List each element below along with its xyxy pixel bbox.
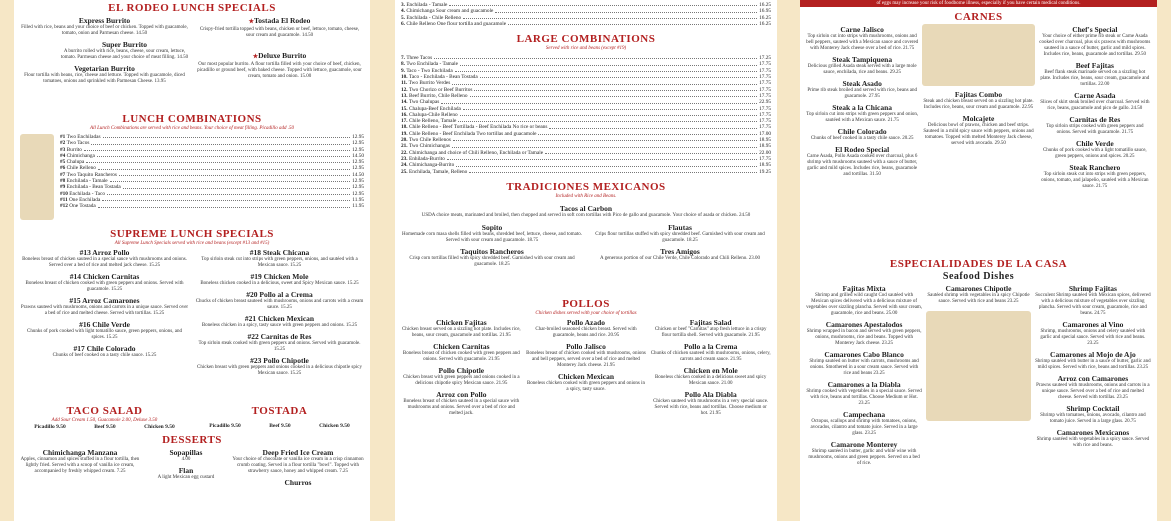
menu-item: #14 Chicken Carnitas Boneless breast of chicken cooked with green peppers and onions. Served with guacamole. 15.25 bbox=[25, 272, 184, 292]
menu-item: Camarones Mexicanos Shrimp sautéed with vegetables in a spicy sauce. Served with rice and beans. bbox=[1036, 428, 1150, 448]
menu-item: #16 Chile Verde Chunks of pork cooked with light tomatillo sauce, green peppers, onions, and spices. 15.25 bbox=[27, 320, 182, 340]
menu-item: Carne Asada Slices of skirt steak broiled over charcoal. Served with rice, beans, guacamole and pico de gallo. 24.50 bbox=[1040, 91, 1150, 111]
list-item: 12. Two Chorizo or Beef Burritos 17.75 bbox=[401, 86, 771, 93]
tradiciones-sub: Included with Rice and Beans. bbox=[555, 193, 617, 199]
pollos-col-1 bbox=[401, 317, 522, 420]
list-item: 18. Chile Relleno - Beef Tortillada - Beef Enchilada No rice or beans 17.75 bbox=[401, 124, 771, 131]
menu-item: Fajitas Combo Steak and chicken breast served on a sizzling hot plate. Includes rice, beans, sour cream and guacamole. 22.95 bbox=[923, 90, 1034, 110]
menu-item: Fajitas Mixta Shrimp and grilled wild caught Cod sautéed with Mexican spices delivered with a delicious mixture of vegetables over sizzling plancha. Served with sour cream, guacamole, rice and beans. 25.00 bbox=[806, 284, 923, 316]
menu-item: Camarone Monterey Shrimp sautéed in butter, garlic and white wine with mushrooms, onions and green peppers. Served on a bed of rice. bbox=[808, 440, 920, 466]
menu-item: Steak Ranchero Top sirloin steak cut into strips with green peppers, onions, tomato, and jalapeño, sautéed with a Mexican sauce. 21.75 bbox=[1041, 163, 1149, 189]
menu-item: Chicken Carnitas Boneless breast of chicken cooked with green peppers and onions. Served with guacamole. 21.95 bbox=[402, 341, 520, 362]
menu-item: Taquitos Rancheros Crisp corn tortillas filled with spicy shredded beef. Garnished with sour cream and guacamole. 18.25 bbox=[409, 246, 575, 267]
list-item: #4 Chimichanga 14.50 bbox=[60, 152, 364, 159]
list-item: 10. Taco - Enchilada - Bean Tostada 17.75 bbox=[401, 74, 771, 81]
seafood-subtitle: Seafood Dishes bbox=[942, 271, 1015, 282]
lunch-combinations-sub: All Lunch Combinations are served with rice and beans. Your choice of meat filling. Picadillo add .50 bbox=[90, 126, 294, 131]
menu-item: Beef Fajitas Beef flank steak marinade served on a sizzling hot plate. Includes rice, beans, sour cream, guacamole and tortillas. 22.00 bbox=[1040, 61, 1150, 87]
menu-item: Shrimp Cocktail Shrimp with tomatoes, onions, avocado, cilantro and tomato juice. Served in a large glass. 20.75 bbox=[1040, 404, 1146, 424]
menu-item: Pollo a la Crema Chunks of chicken sauteed with mushrooms, onions, celery, carrots and cream sauce. 21.95 bbox=[650, 341, 771, 362]
list-item: 13. Beef Burrito, Chile Relleno 17.75 bbox=[401, 92, 771, 99]
menu-item: ★Tostada El Rodeo Crispy-fried tortilla topped with beans, chicken or beef, lettuce, tomato, cheese, sour cream and guacamole. 14.50 bbox=[199, 16, 360, 38]
seafood-illustration-icon bbox=[926, 311, 1031, 421]
lunch-combinations-title: LUNCH COMBINATIONS bbox=[122, 113, 262, 125]
large-combinations-title: LARGE COMBINATIONS bbox=[516, 33, 656, 46]
pollos-title: POLLOS bbox=[562, 297, 610, 310]
taco-salad: TACO SALAD Add Sour Cream 1.50, Guacamole 2.00, Deluxe 3.50 Picadillo 9.50 Beef 9.50 Chicken 9.50 bbox=[34, 405, 175, 430]
list-item: #2 Two Tacos 12.95 bbox=[60, 140, 364, 147]
menu-item: Pollo Chipotle Chicken breast with green peppers and onions cooked in a delicious chipotle spicy Mexican sauce. 21.95 bbox=[403, 365, 520, 386]
cowboy-illustration-icon bbox=[20, 134, 54, 220]
menu-item: #19 Chicken Mole Boneless chicken cooked in a delicious, sweet and Spicy Mexican sauce. 15.25 bbox=[200, 272, 359, 286]
list-item: #9 Enchilada - Bean Tostada 12.95 bbox=[60, 184, 364, 191]
menu-item: Steak a la Chicana Top sirloin cut into strips with green peppers and onion, sautéed with a Mexican sauce. 21.75 bbox=[806, 103, 919, 123]
star-icon: ★ bbox=[252, 54, 259, 60]
menu-item: Deep Fried Ice Cream Your choice of chocolate or vanilla ice cream in a crisp cinnamon crumb coating. Served in a flour tortilla "bowl". Topped with strawberry sauce, honey and whipped cream. 7.25 bbox=[232, 448, 364, 474]
menu-item: Chicken Mexican Boneless chicken cooked with green peppers and onions in a spicy, tasty sauce. bbox=[526, 371, 645, 392]
menu-item: Steak Asado Prime rib steak broiled and served with rice, beans and guacamole. 27.95 bbox=[807, 79, 917, 99]
supreme-sub: All Supreme Lunch Specials served with rice and beans (except #13 and #15) bbox=[114, 241, 270, 246]
pollos-sub: Chicken dishes served with your choice of tortillas bbox=[535, 310, 637, 316]
advisory-bar: of eggs may increase your risk of foodborne illness, especially if you have certain medical conditions. bbox=[800, 0, 1157, 7]
menu-item: Chile Verde Chunks of pork cooked with a light tomatillo sauce, green peppers, onions and spices. 20.25 bbox=[1042, 139, 1147, 159]
combination-list-top bbox=[401, 2, 771, 27]
desserts-grid bbox=[20, 447, 364, 490]
menu-item: Chicken en Mole Boneless chicken cooked in a delicious sweet and spicy Mexican sauce. 21.00 bbox=[654, 365, 767, 386]
menu-item: #20 Pollo al a Crema Chucks of chicken breast sauteed with mushrooms, onions and carrots with a cream sauce. 15.25 bbox=[195, 290, 364, 310]
menu-panel-2 bbox=[395, 0, 777, 521]
list-item: 6. Chile Relleno One flour tortilla and guacamole 16.25 bbox=[401, 20, 771, 27]
menu-item: Sopapillas 4.00 bbox=[169, 448, 203, 462]
lunch-specials-title: EL RODEO LUNCH SPECIALS bbox=[108, 2, 276, 14]
tradiciones-title: TRADICIONES MEXICANOS bbox=[506, 180, 666, 193]
menu-item: #21 Chicken Mexican Boneless chicken in a spicy, tasty sauce with green peppers and onions. 15.25 bbox=[201, 314, 358, 328]
supreme-left bbox=[20, 247, 189, 403]
tradiciones-right bbox=[589, 222, 771, 296]
menu-item: #23 Pollo Chipotle Chicken breast with green peppers and onions cooked in a delicious chipotle spicy Mexican sauce. 15.25 bbox=[197, 356, 362, 376]
menu-item: #22 Carnitas de Res Top sirloin steak cooked with green peppers and onions. Served with guacamole. 15.25 bbox=[198, 332, 361, 352]
list-item: 16. Chalupa-Chile Relleno 17.75 bbox=[401, 111, 771, 118]
list-item: 9. Taco - Two Enchilada 17.75 bbox=[401, 67, 771, 74]
menu-item: #18 Steak Chicana Top sirloin steak cut into strips with green peppers, onions, and sautéed with a Mexican sauce. 15.25 bbox=[201, 248, 358, 268]
especialidades-col-a bbox=[806, 283, 922, 470]
list-item: #3 Burrito 12.95 bbox=[60, 146, 364, 153]
tradiciones-left bbox=[401, 222, 583, 296]
menu-item: Campechana Octopus, scallops and shrimp with tomatoes, onions, avocados, cilantro and tomato juice. Served in a large glass. 23.25 bbox=[810, 410, 918, 436]
especialidades-title: ESPECIALIDADES DE LA CASA bbox=[889, 258, 1068, 270]
lunch-combinations-list bbox=[60, 134, 364, 224]
menu-item: Sopito Homemade corn masa shells filled with beans, shredded beef, lettuce, cheese, and tomato. Served with sour cream and guacamole. 18.75 bbox=[401, 222, 583, 243]
menu-item: Chimichanga Manzana Apples, cinnamon and spices stuffed in a flour tortilla, then lightly fried. Served with a scoop of vanilla ice cream, accompanied by freshly whipped cream. 7.25 bbox=[20, 448, 140, 474]
menu-item: #13 Arroz Pollo Boneless breast of chicken sauteed in a special sauce with mushrooms and onions. Served over a bed of rice and melted jack cheese. 15.25 bbox=[22, 248, 187, 268]
list-item: 25. Enchilada, Tamale, Relleno 19.25 bbox=[401, 168, 771, 175]
menu-item: Camarones al Vino Shrimp, mushrooms, onions and celery sautéed with garlic and special sauce. Served with rice and beans. 23.25 bbox=[1040, 320, 1146, 346]
menu-item: Flan A light Mexican egg custard bbox=[157, 466, 215, 480]
list-item: #10 Enchilada - Taco 12.95 bbox=[60, 190, 364, 197]
menu-item: Flautas Crips flour tortillas stuffed with spicy shredded beef. Garnished with sour cream and guacamole. 18.25 bbox=[595, 222, 765, 243]
menu-item: Tres Amigos A generous portion of our Chile Verde, Chile Colorado and Chili Relleno. 23.00 bbox=[599, 246, 761, 261]
tostada: TOSTADA Picadillo 9.50 Beef 9.50 Chicken 9.50 bbox=[209, 405, 350, 429]
list-item: 15. Chalupa-Beef Enchilada 17.75 bbox=[401, 105, 771, 112]
menu-item: Chicken Fajitas Chicken breast served on a sizzling hot plate. Includes rice, beans, sour cream, guacamole and tortillas. 21.95 bbox=[401, 317, 521, 338]
list-item: 24. Chimichanga-Burrito 18.95 bbox=[401, 162, 771, 169]
menu-item: El Rodeo Special Carne Asada, Pollo Asada cooked over charcoal, plus 6 shrimp with mushrooms sauteed with a sauce of butter, garlic and mild spices. Includes rice, beans, guacamole and tortillas. 31.50 bbox=[806, 145, 918, 177]
menu-item: Camarones Chipotle Sautéed shrimp with vegetables in a spicy Chipotle sauce. Served with rice and beans 23.25 bbox=[927, 284, 1030, 304]
desserts-title: DESSERTS bbox=[162, 434, 222, 446]
pollos-col-2 bbox=[526, 317, 647, 420]
menu-item: Tacos al Carbon USDA choice meats, marinated and broiled, then chopped and served in soft corn tortillas with Pico de gallo and guacamole. Your choice of asada or chicken. 24.50 bbox=[421, 203, 751, 218]
menu-panel-1 bbox=[14, 0, 370, 521]
menu-panel-3 bbox=[800, 0, 1157, 521]
list-item: 21. Two Chimichangas 18.95 bbox=[401, 143, 771, 150]
list-item: 11. Two Burrito Verdes 17.75 bbox=[401, 80, 771, 87]
carnes-col-b bbox=[922, 24, 1034, 256]
list-item: 5. Enchilada - Chile Relleno 16.25 bbox=[401, 14, 771, 21]
menu-item: #15 Arroz Camarones Prawns sauteed with mushrooms, onions and carrots in a unique sauce. Served over a bed of rice and melted cheese. Served with tortillas. 15.25 bbox=[20, 296, 189, 316]
list-item: 19. Chile Relleno - Beef Enchilada Two tortillas and guacamole 17.00 bbox=[401, 130, 771, 137]
list-item: #11 One Enchilada 11.95 bbox=[60, 196, 364, 203]
menu-item: Chef's Special Your choice of either prime rib steak or Carne Asada cooked over charcoal, plus six prawns with mushrooms sauteed in a sauce of butter, garlic and mild spices. Includes rice, beans, guacamole and tortillas. 29.50 bbox=[1039, 25, 1151, 57]
large-combinations-list bbox=[401, 55, 771, 175]
menu-item: ★Deluxe Burrito Our most popular burrito. A flour tortilla filled with your choice of beef, chicken, picadillo or ground beef, with baked cheese. Topped with lettuce, guacamole, sour cream, tomato and onion. 15.00 bbox=[197, 51, 362, 79]
menu-item: Steak Tampiquena Delicious grilled Asada steak served with a large mole sauce, enchilada, rice and beans. 29.25 bbox=[807, 55, 917, 75]
menu-item: Vegetarian Burrito Flour tortilla with beans, rice, cheese and lettuce. Topped with guacamole, diced tomatoes, onions and sprinkled with Parmesan Cheese. 13.95 bbox=[24, 64, 185, 84]
list-item: 23. Enhilada-Burrito 17.75 bbox=[401, 155, 771, 162]
list-item: 14. Two Chalupas 22.95 bbox=[401, 99, 771, 106]
lunch-specials-left bbox=[20, 15, 189, 111]
menu-item: Pollo Azado Char-broiled seasoned chicken breast. Served with guacamole, beans and rice. 20.95 bbox=[535, 317, 637, 338]
list-item: 8. Two Enchilada - Tamale 17.75 bbox=[401, 61, 771, 68]
list-item: #7 Two Taquito Rancheros 14.50 bbox=[60, 171, 364, 178]
menu-item: Super Burrito A burrito rolled with rice, beans, cheese, sour cream, lettuce, tomato. Parmesan cheese and your choice of meat filling. 14.50 bbox=[60, 40, 189, 60]
list-item: 7. Three Tacos 17.25 bbox=[401, 55, 771, 62]
menu-item: Churros bbox=[284, 478, 312, 487]
list-item: 4. Chimichanga Sour cream and guacamole 16.95 bbox=[401, 8, 771, 15]
supreme-right bbox=[195, 247, 364, 403]
menu-item: Arroz con Pollo Boneless breast of chicken sauteed in a special sauce with mushrooms and onions. Served over a bed of rice and melted jack. bbox=[403, 389, 520, 416]
list-item: #6 Chile Relleno 12.95 bbox=[60, 165, 364, 172]
list-item: #5 Chalupa 12.95 bbox=[60, 159, 364, 166]
menu-item: Camarones a la Diabla Shrimp cooked with vegetables in a special sauce. Served with rice, beans and tortillas. Choose Medium or Hot. 23.25 bbox=[806, 380, 922, 406]
menu-item: Pollo Jalisco Boneless breast of chicken cooked with mushrooms, onions and bell peppers, served over a bed of rice and melted Monterey Jack cheese. 21.95 bbox=[526, 341, 646, 368]
menu-item: Carnitas de Res Top sirloin strips cooked with green peppers and onions. Served with guacamole. 21.75 bbox=[1046, 115, 1144, 135]
menu-item: Express Burrito Filled with rice, beans and your choice of beef or chicken. Topped with guacamole, tomato, onion and Parmesan cheese. 14.50 bbox=[21, 16, 188, 36]
large-combinations-sub: Served with rice and beans (except #19) bbox=[545, 46, 627, 52]
menu-item: Fajitas Salad Chicken or beef "Carnitas" atop fresh lettuce in a crispy flour tortilla shell. Served with guacamole. 21.95 bbox=[654, 317, 767, 338]
list-item: 20. Two Chile Rellenos 18.95 bbox=[401, 137, 771, 144]
lunch-specials-right bbox=[195, 15, 364, 111]
horse-rider-illustration-icon bbox=[922, 24, 1034, 86]
menu-item: Camarones Cabo Blanco Shrimp sautéed on butter with carrots, mushrooms and onions. Smothered in a sour cream sauce. Served with rice and beans 23.25 bbox=[809, 350, 919, 376]
carnes-title: CARNES bbox=[954, 11, 1003, 23]
menu-item: Arroz con Camarones Prawns sauteed with mushrooms, onions and carrots in a unique sauce. Served over a bed of rice and melted cheese. Served with tortillas. 23.25 bbox=[1036, 374, 1150, 400]
menu-item: Camarones Apestalodos Shrimp wrapped in bacon and served with green peppers, onions, mushrooms, rice and beans. Topped with Monterey Jack cheese. 23.25 bbox=[806, 320, 922, 346]
menu-item: Carne Jalisco Top sirloin cut into strips with mushrooms, onions and bell peppers, sauteed with a Mexican sauce and covered with Monterey Jack cheese over a bed of rice. 21.75 bbox=[806, 25, 919, 51]
star-icon: ★ bbox=[248, 19, 254, 25]
list-item: #1 Two Enchiladas 12.95 bbox=[60, 134, 364, 140]
menu-item: Shrimp Fajitas Succulent Shrimp sautéed with Mexican spices, delivered with a delicious mixture of vegetables over sizzling plancha. Served with sour cream, guacamole, rice and beans. 24.75 bbox=[1035, 284, 1151, 316]
menu-item: Pollo Ala Diabla Chicken sauteed with mushrooms in a very special sauce. Served with rice, beans and tortillas. Choose medium or hot. 21.95 bbox=[653, 389, 769, 416]
list-item: #8 Enchilada - Tamale 12.95 bbox=[60, 178, 364, 185]
supreme-title: SUPREME LUNCH SPECIALS bbox=[110, 228, 274, 240]
list-item: #12 One Tostada 11.95 bbox=[60, 203, 364, 210]
carnes-col-c bbox=[1039, 24, 1151, 256]
list-item: 3. Enchilada - Tamale 16.25 bbox=[401, 2, 771, 8]
especialidades-col-b bbox=[926, 283, 1031, 470]
menu-item: Molcajete Delicious bowl of prawns, chicken and beef strips. Sauteed in a mild spicy sauce with peppers, onions and tomatoes. Topped with melted Monterey Jack cheese, served with avocado. 29.50 bbox=[923, 114, 1034, 146]
carnes-col-a bbox=[806, 24, 918, 256]
menu-item: Camarones al Mojo de Ajo Shrimp sautéed with butter in a sauce of butter, garlic and mild spices. Served with rice, beans and tortillas. 23.25 bbox=[1035, 350, 1151, 370]
list-item: 17. Chile Relleno, Tamale 17.75 bbox=[401, 118, 771, 125]
menu-item: #17 Chile Colorado Chunks of beef cooked on a tasty chile sauce. 15.25 bbox=[52, 344, 157, 358]
menu-item: Chile Colorado Chunks of beef cooked in a tasty chile sauce. 20.25 bbox=[810, 127, 914, 141]
list-item: 22. Chimichanga and choice of Chili Relleno, Enchilada or Tamale 22.00 bbox=[401, 149, 771, 156]
especialidades-col-c bbox=[1035, 283, 1151, 470]
pollos-col-3 bbox=[650, 317, 771, 420]
